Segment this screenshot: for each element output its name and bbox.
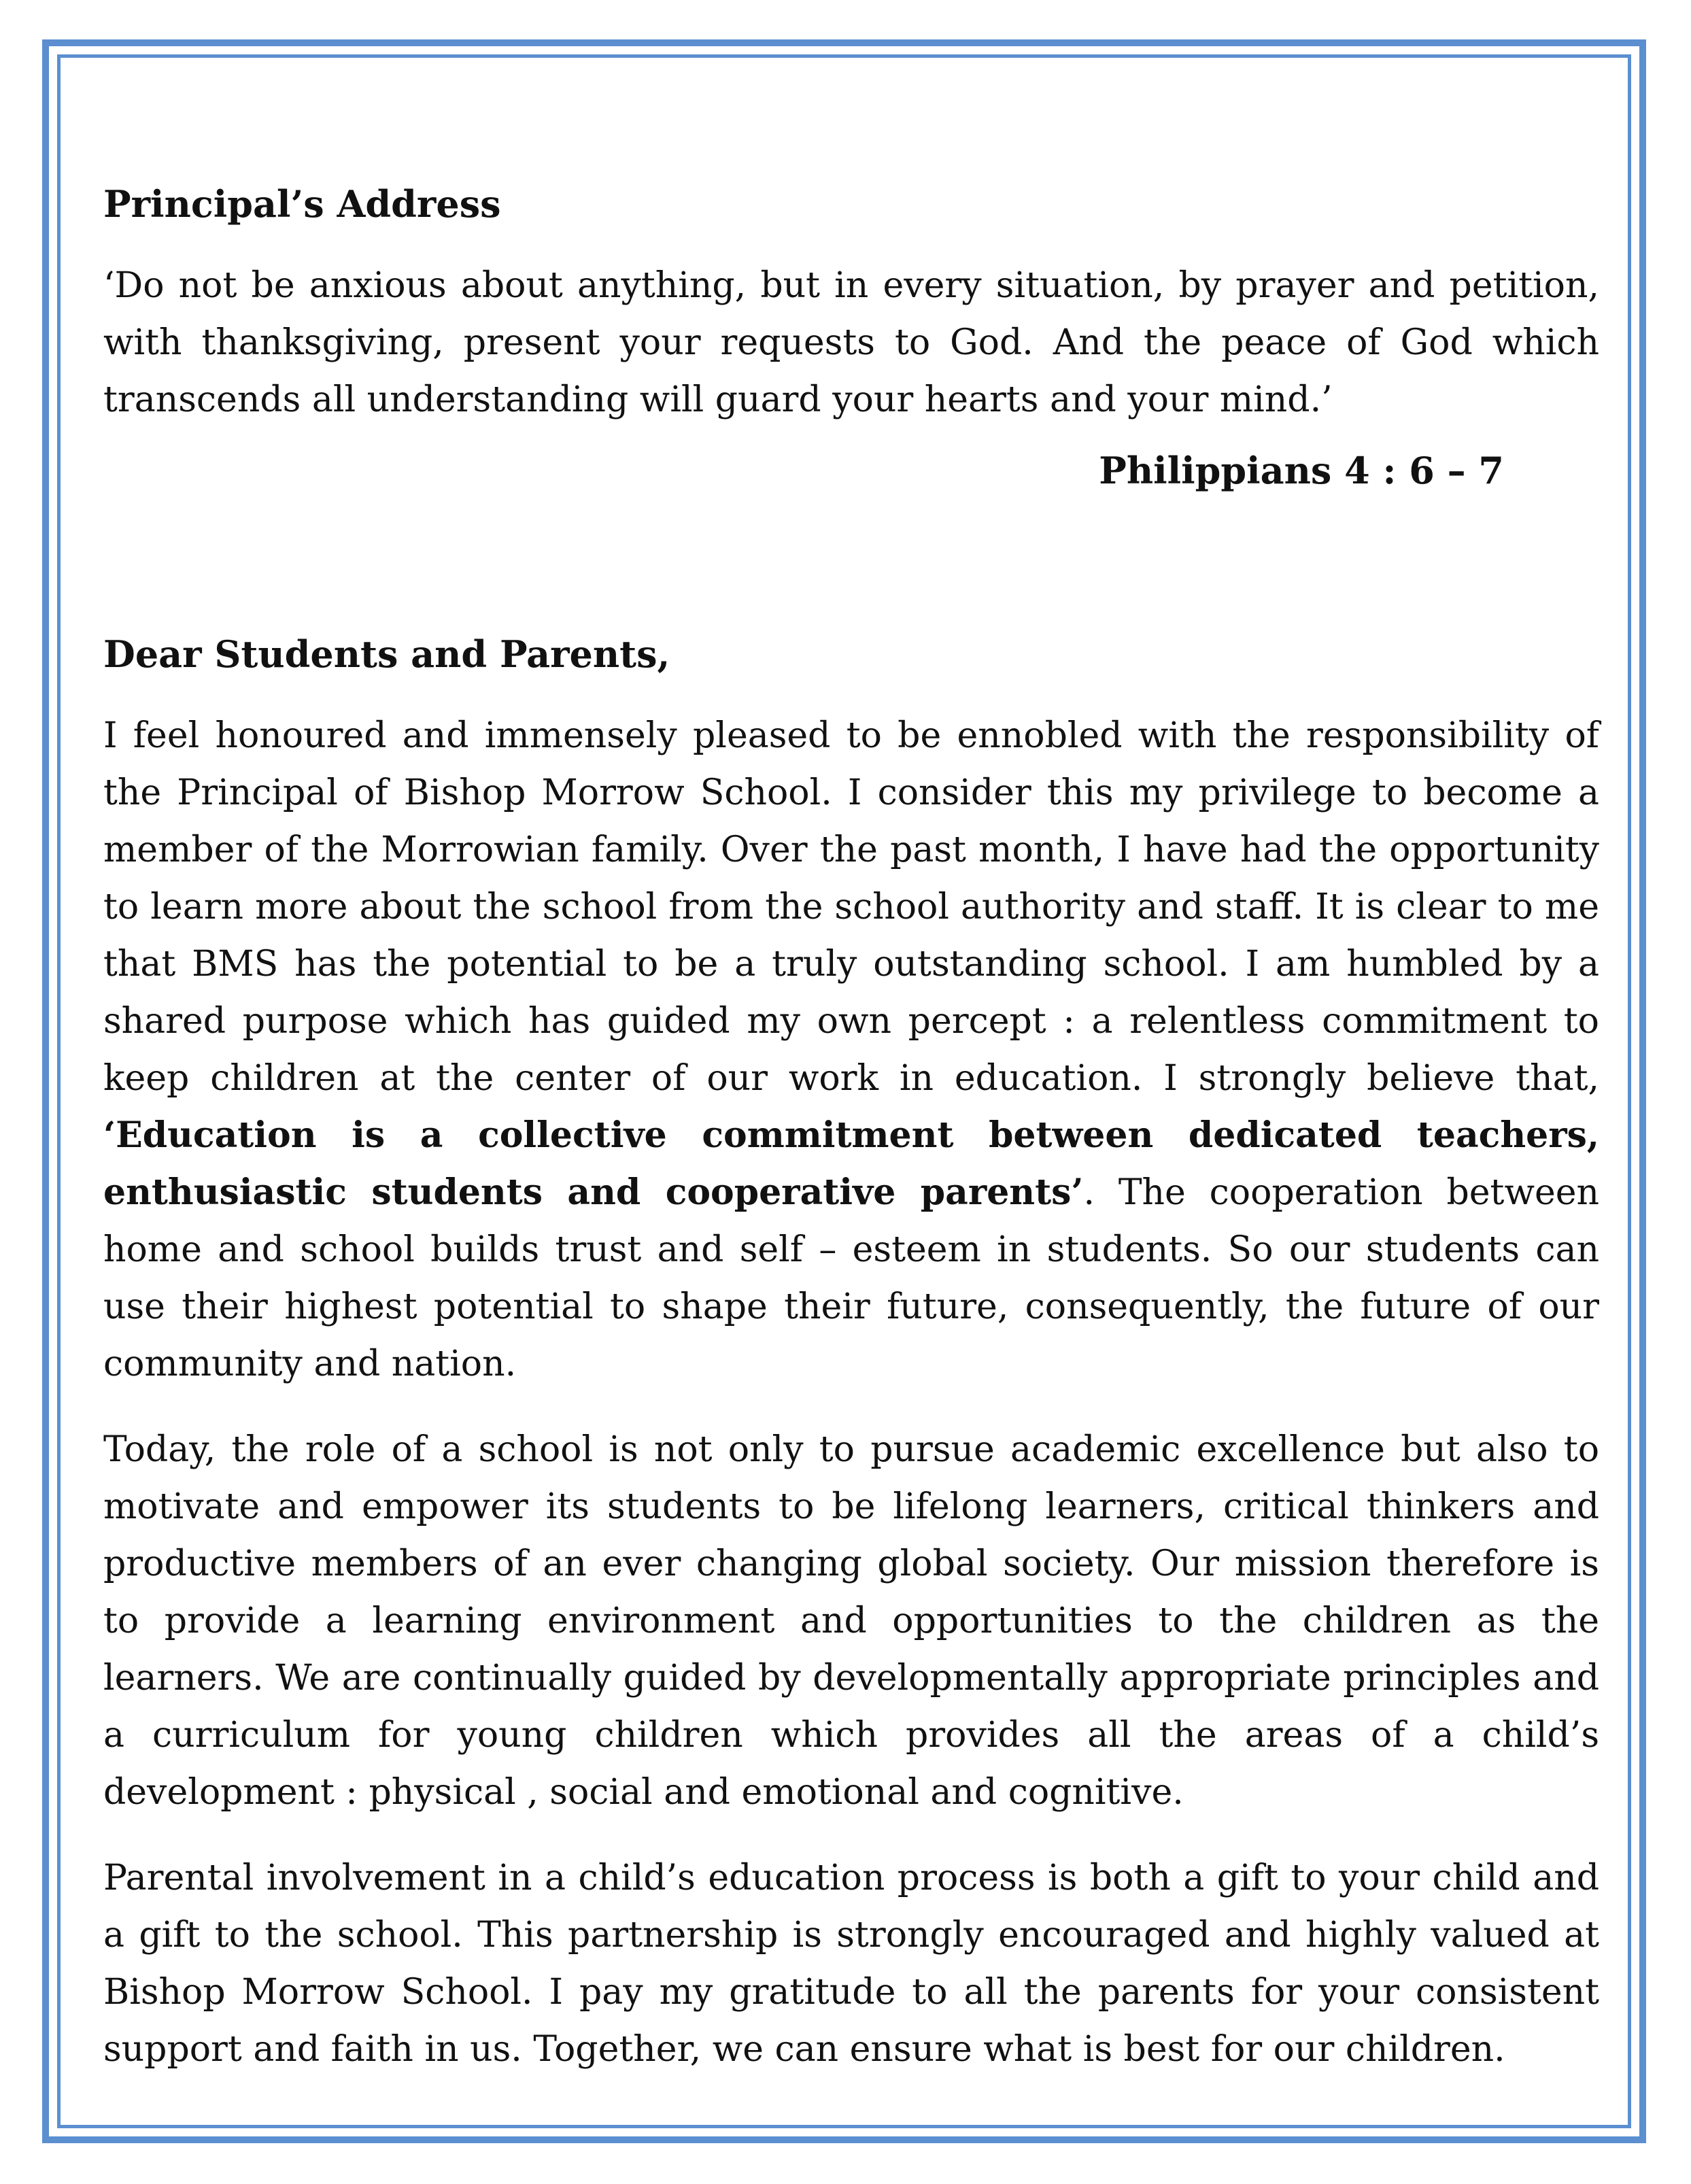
salutation: Dear Students and Parents, <box>103 632 670 676</box>
paragraph-2: Today, the role of a school is not only to pursue academic excellence but also to motivate and empower its students to be lifelong learners, critical thinkers and productive members of an ever changing global society. Our mission therefore is to provide a learning environment and opportunities to the children as the learners. We are continually guided by developmentally appropriate principles and a curriculum for young children which provides all the areas of a child’s development : physical , social and emotional and cognitive. <box>103 1429 1599 1813</box>
paragraph-1 <box>103 707 1599 1393</box>
letter-body <box>103 175 1599 2078</box>
paragraph-1-intro: I feel honoured and immensely pleased to be ennobled with the responsibility of the Principal of Bishop Morrow School. I consider this my privilege to become a member of the Morrowian family. Over the past month, I have had the opportunity to learn more about the school from the school authority and staff. It is clear to me that BMS has the potential to be a truly outstanding school. I am humbled by a shared purpose which has guided my own percept : a relentless commitment to keep children at the center of our work in education. I strongly believe that, <box>103 715 1599 1099</box>
verse-citation: Philippians 4 : 6 – 7 <box>1099 449 1504 492</box>
paragraph-1-emphasis: ‘Education is a collective commitment between dedicated teachers, enthusiastic students and cooperative parents’ <box>103 1114 1599 1213</box>
paragraph-3: Parental involvement in a child’s education process is both a gift to your child and a gift to the school. This partnership is strongly encouraged and highly valued at Bishop Morrow School. I pay my gratitude to all the parents for your consistent support and faith in us. Together, we can ensure what is best for our children. <box>103 1858 1599 2070</box>
bible-verse: ‘Do not be anxious about anything, but in every situation, by prayer and petition, with thanksgiving, present your requests to God. And the peace of God which transcends all understanding will guard your hearts and your mind.’ <box>103 265 1599 420</box>
paragraph-1-rest: . The cooperation between home and school builds trust and self – esteem in students. So our students can use their highest potential to shape their future, consequently, the future of our community and nation. <box>103 1172 1599 1384</box>
letter-title: Principal’s Address <box>103 182 501 226</box>
